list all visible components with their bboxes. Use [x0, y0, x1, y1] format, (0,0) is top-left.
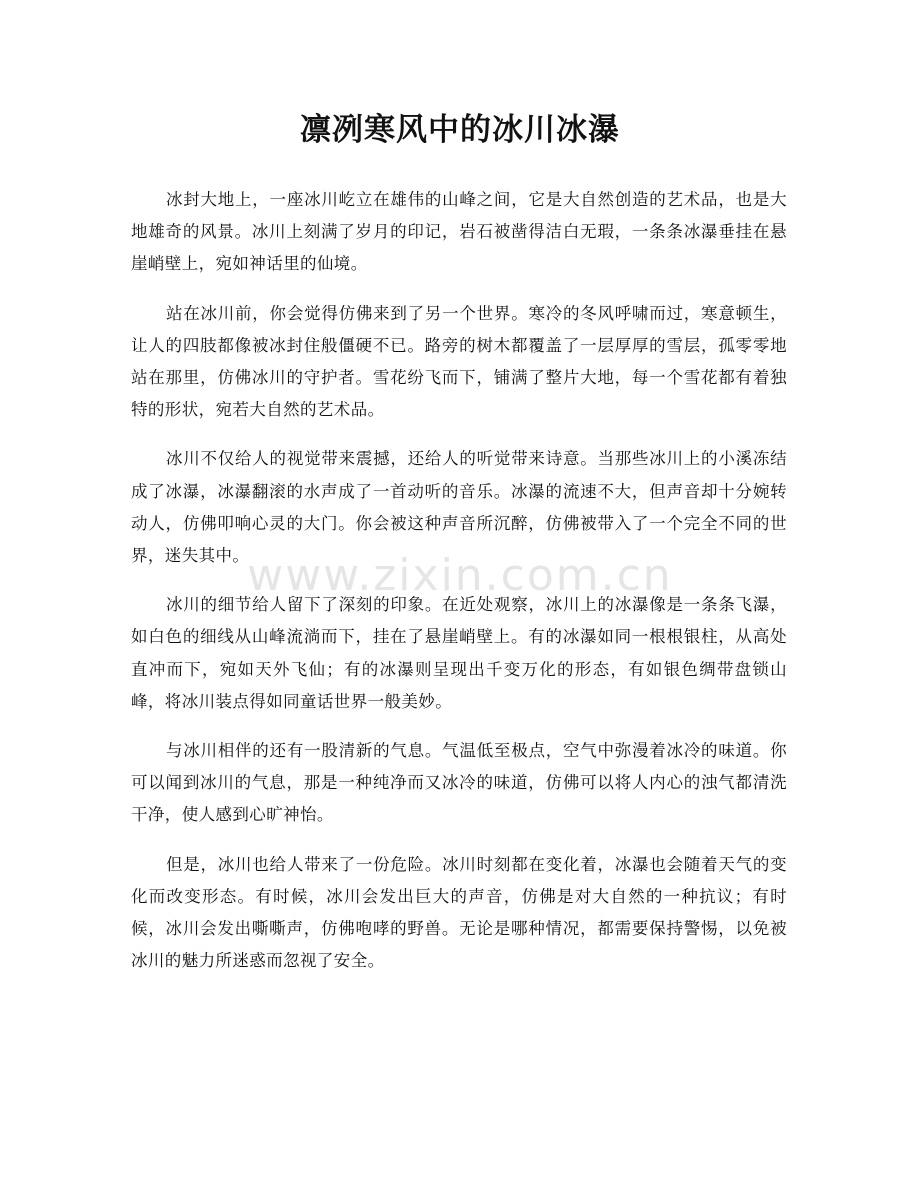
document-body — [131, 184, 787, 994]
paragraph-3: 冰川不仅给人的视觉带来震撼，还给人的听觉带来诗意。当那些冰川上的小溪冻结成了冰瀑，冰瀑翻滚的水声成了一首动听的音乐。冰瀑的流速不大，但声音却十分婉转动人，仿佛叩响心灵的大门。你会被这种声音所沉醉，仿佛被带入了一个完全不同的世界，迷失其中。 — [131, 449, 787, 566]
paragraph-6: 但是，冰川也给人带来了一份危险。冰川时刻都在变化着，冰瀑也会随着天气的变化而改变形态。有时候，冰川会发出巨大的声音，仿佛是对大自然的一种抗议；有时候，冰川会发出嘶嘶声，仿佛咆哮的野兽。无论是哪种情况，都需要保持警惕，以免被冰川的魅力所迷惑而忽视了安全。 — [131, 854, 787, 971]
paragraph-4: 冰川的细节给人留下了深刻的印象。在近处观察，冰川上的冰瀑像是一条条飞瀑，如白色的细线从山峰流淌而下，挂在了悬崖峭壁上。有的冰瀑如同一根根银柱，从高处直冲而下，宛如天外飞仙；有的冰瀑则呈现出千变万化的形态，有如银色绸带盘锁山峰，将冰川装点得如同童话世界一般美妙。 — [131, 595, 787, 711]
paragraph-5: 与冰川相伴的还有一股清新的气息。气温低至极点，空气中弥漫着冰冷的味道。你可以闻到冰川的气息，那是一种纯净而又冰冷的味道，仿佛可以将人内心的浊气都清洗干净，使人感到心旷神怡。 — [131, 741, 787, 825]
paragraph-1: 冰封大地上，一座冰川屹立在雄伟的山峰之间，它是大自然创造的艺术品，也是大地雄奇的风景。冰川上刻满了岁月的印记，岩石被凿得洁白无瑕，一条条冰瀑垂挂在悬崖峭壁上，宛如神话里的仙境。 — [131, 190, 787, 274]
document-title: 凛冽寒风中的冰川冰瀑 — [300, 112, 620, 148]
watermark: www.zixin.com.cn — [247, 550, 673, 601]
paragraph-2: 站在冰川前，你会觉得仿佛来到了另一个世界。寒冷的冬风呼啸而过，寒意顿生，让人的四肢都像被冰封住般僵硬不已。路旁的树木都覆盖了一层厚厚的雪层，孤零零地站在那里，仿佛冰川的守护者。雪花纷飞而下，铺满了整片大地，每一个雪花都有着独特的形状，宛若大自然的艺术品。 — [131, 303, 787, 420]
